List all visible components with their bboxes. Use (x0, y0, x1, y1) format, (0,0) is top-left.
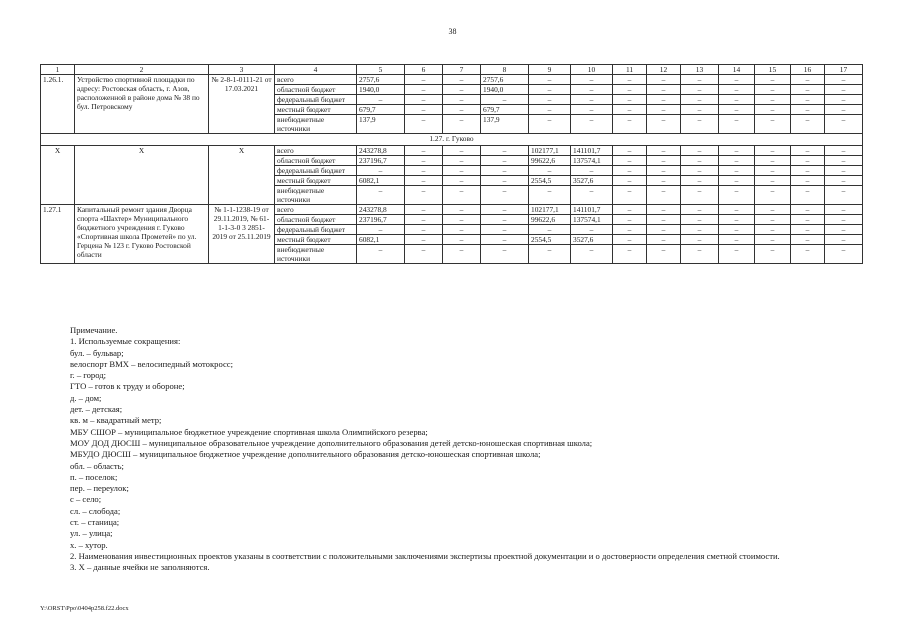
funding-source: областной бюджет (275, 85, 357, 95)
value-cell: – (357, 95, 405, 105)
value-cell: 2554,5 (529, 176, 571, 186)
row-number: 1.27.1 (41, 205, 75, 264)
note-line: МОУ ДОД ДЮСШ – муниципальное образовательное учреждение дополнительного образования детей детско-юношеская спортивная школа; (70, 437, 593, 448)
table-row (41, 205, 863, 215)
column-number: 10 (571, 65, 613, 75)
object-name: Устройство спортивной площадки по адресу: Ростовская область, г. Азов, расположенной в районе дома № 38 по бул. Петровскому (75, 75, 209, 134)
column-number: 4 (275, 65, 357, 75)
value-cell: – (481, 215, 529, 225)
column-number: 1 (41, 65, 75, 75)
value-cell: – (613, 115, 647, 134)
value-cell: – (613, 85, 647, 95)
value-cell: – (405, 95, 443, 105)
column-number: 9 (529, 65, 571, 75)
value-cell: – (443, 235, 481, 245)
value-cell: – (443, 105, 481, 115)
value-cell: – (755, 156, 791, 166)
value-cell: – (613, 225, 647, 235)
value-cell: – (613, 215, 647, 225)
value-cell: – (791, 95, 825, 105)
value-cell: – (647, 166, 681, 176)
note-line: кв. м – квадратный метр; (70, 415, 162, 426)
value-cell: – (443, 225, 481, 235)
value-cell: 141101,7 (571, 146, 613, 156)
row-number: Х (41, 146, 75, 205)
document-ref: № 1-1-1238-19 от 29.11.2019, № 61-1-1-3-0 3 2851-2019 от 25.11.2019 (209, 205, 275, 264)
funding-source: федеральный бюджет (275, 225, 357, 235)
value-cell: – (481, 205, 529, 215)
value-cell: – (529, 186, 571, 205)
note-line: дет. – детская; (70, 404, 123, 415)
value-cell: – (481, 176, 529, 186)
value-cell: – (405, 105, 443, 115)
note-line: обл. – область; (70, 460, 124, 471)
value-cell: – (825, 176, 863, 186)
value-cell: – (825, 105, 863, 115)
value-cell: 99622,6 (529, 156, 571, 166)
note-line: ул. – улица; (70, 528, 113, 539)
value-cell: – (443, 146, 481, 156)
value-cell: – (825, 75, 863, 85)
value-cell: – (405, 235, 443, 245)
value-cell: – (443, 115, 481, 134)
notes-section (42, 325, 870, 574)
note-line: Примечание. (70, 325, 118, 335)
value-cell: – (681, 95, 719, 105)
value-cell: – (481, 156, 529, 166)
value-cell: – (405, 225, 443, 235)
value-cell: – (755, 176, 791, 186)
value-cell: – (405, 245, 443, 264)
value-cell: – (405, 186, 443, 205)
value-cell: – (357, 186, 405, 205)
value-cell: – (681, 215, 719, 225)
value-cell: – (681, 105, 719, 115)
value-cell: – (791, 85, 825, 95)
value-cell: – (825, 205, 863, 215)
value-cell: – (405, 75, 443, 85)
value-cell: – (481, 245, 529, 264)
value-cell: – (647, 75, 681, 85)
value-cell: – (443, 245, 481, 264)
note-line: д. – дом; (70, 392, 102, 403)
column-number: 12 (647, 65, 681, 75)
value-cell: – (443, 176, 481, 186)
value-cell: – (443, 75, 481, 85)
value-cell: – (681, 85, 719, 95)
value-cell: – (405, 166, 443, 176)
value-cell: – (647, 95, 681, 105)
value-cell: – (791, 75, 825, 85)
value-cell: – (613, 105, 647, 115)
value-cell: 679,7 (481, 105, 529, 115)
value-cell: – (647, 156, 681, 166)
value-cell: – (647, 235, 681, 245)
section-row (41, 134, 863, 146)
object-name: Капитальный ремонт здания Дворца спорта «Шахтер» Муниципального бюджетного учреждения г. Гуково «Спортивная школа Прометей» по ул. Герцена № 123 г. Гуково Ростовской области (75, 205, 209, 264)
value-cell: – (571, 225, 613, 235)
value-cell: – (529, 166, 571, 176)
note-line: х. – хутор. (70, 539, 108, 550)
column-number: 16 (791, 65, 825, 75)
funding-source: местный бюджет (275, 235, 357, 245)
column-number: 6 (405, 65, 443, 75)
value-cell: – (443, 186, 481, 205)
value-cell: – (825, 166, 863, 176)
value-cell: – (681, 115, 719, 134)
value-cell: – (571, 186, 613, 205)
value-cell: – (791, 245, 825, 264)
value-cell: – (719, 146, 755, 156)
note-line: пер. – переулок; (70, 483, 129, 494)
value-cell: – (647, 225, 681, 235)
value-cell: – (825, 245, 863, 264)
value-cell: – (481, 95, 529, 105)
value-cell: – (681, 205, 719, 215)
value-cell: 679,7 (357, 105, 405, 115)
value-cell: – (791, 235, 825, 245)
value-cell: – (791, 146, 825, 156)
value-cell: – (825, 215, 863, 225)
value-cell: – (825, 115, 863, 134)
value-cell: – (647, 146, 681, 156)
funding-source: внебюджетные источники (275, 115, 357, 134)
value-cell: 3527,6 (571, 235, 613, 245)
value-cell: – (647, 215, 681, 225)
value-cell: – (647, 186, 681, 205)
value-cell: – (719, 215, 755, 225)
value-cell: – (571, 115, 613, 134)
value-cell: – (529, 245, 571, 264)
value-cell: 137574,1 (571, 156, 613, 166)
value-cell: – (755, 205, 791, 215)
value-cell: – (613, 156, 647, 166)
value-cell: – (647, 115, 681, 134)
funding-source: федеральный бюджет (275, 95, 357, 105)
value-cell: – (791, 215, 825, 225)
value-cell: – (647, 105, 681, 115)
funding-source: внебюджетные источники (275, 245, 357, 264)
table-row (41, 146, 863, 156)
table-row (41, 75, 863, 85)
value-cell: – (825, 235, 863, 245)
value-cell: – (755, 245, 791, 264)
value-cell: – (529, 95, 571, 105)
value-cell: 137,9 (481, 115, 529, 134)
value-cell: – (681, 245, 719, 264)
value-cell: – (681, 166, 719, 176)
column-number: 8 (481, 65, 529, 75)
value-cell: – (681, 146, 719, 156)
funding-source: местный бюджет (275, 176, 357, 186)
object-name: Х (75, 146, 209, 205)
value-cell: – (443, 95, 481, 105)
value-cell: – (755, 215, 791, 225)
value-cell: 6082,1 (357, 176, 405, 186)
value-cell: 243278,8 (357, 205, 405, 215)
value-cell: 237196,7 (357, 215, 405, 225)
value-cell: – (719, 95, 755, 105)
value-cell: 102177,1 (529, 205, 571, 215)
value-cell: – (825, 225, 863, 235)
value-cell: – (755, 75, 791, 85)
value-cell: – (719, 75, 755, 85)
value-cell: – (681, 75, 719, 85)
value-cell: – (719, 205, 755, 215)
column-number: 7 (443, 65, 481, 75)
document-ref: № 2-8-1-0111-21 от 17.03.2021 (209, 75, 275, 134)
value-cell: – (791, 166, 825, 176)
value-cell: – (755, 105, 791, 115)
value-cell: – (613, 95, 647, 105)
value-cell: – (405, 156, 443, 166)
value-cell: – (681, 186, 719, 205)
value-cell: – (755, 115, 791, 134)
value-cell: 2757,6 (357, 75, 405, 85)
value-cell: – (791, 225, 825, 235)
value-cell: – (357, 245, 405, 264)
value-cell: – (755, 235, 791, 245)
value-cell: – (405, 176, 443, 186)
note-line: ГТО – готов к труду и обороне; (70, 381, 185, 392)
value-cell: – (405, 115, 443, 134)
document-ref: Х (209, 146, 275, 205)
note-line: велоспорт ВМХ – велосипедный мотокросс; (70, 358, 233, 369)
value-cell: 237196,7 (357, 156, 405, 166)
value-cell: – (529, 105, 571, 115)
value-cell: – (405, 215, 443, 225)
value-cell: – (755, 186, 791, 205)
investment-table (40, 64, 863, 264)
funding-source: федеральный бюджет (275, 166, 357, 176)
page-number: 38 (448, 27, 457, 36)
value-cell: – (647, 85, 681, 95)
value-cell: – (719, 166, 755, 176)
value-cell: – (647, 176, 681, 186)
value-cell: – (613, 235, 647, 245)
value-cell: – (405, 205, 443, 215)
value-cell: – (571, 105, 613, 115)
value-cell: – (481, 225, 529, 235)
note-line: МБУДО ДЮСШ – муниципальное бюджетное учреждение дополнительного образования детско-юношеская спортивная школа; (70, 449, 541, 460)
value-cell: – (825, 95, 863, 105)
value-cell: – (571, 95, 613, 105)
value-cell: – (443, 215, 481, 225)
value-cell: – (613, 176, 647, 186)
column-number: 5 (357, 65, 405, 75)
value-cell: – (357, 166, 405, 176)
column-number: 11 (613, 65, 647, 75)
value-cell: 141101,7 (571, 205, 613, 215)
value-cell: – (719, 176, 755, 186)
value-cell: 6082,1 (357, 235, 405, 245)
value-cell: 3527,6 (571, 176, 613, 186)
value-cell: 99622,6 (529, 215, 571, 225)
value-cell: – (791, 205, 825, 215)
value-cell: – (825, 156, 863, 166)
value-cell: – (719, 235, 755, 245)
note-line: бул. – бульвар; (70, 347, 124, 358)
value-cell: – (681, 235, 719, 245)
value-cell: – (571, 75, 613, 85)
value-cell: – (719, 85, 755, 95)
column-number: 14 (719, 65, 755, 75)
value-cell: 2757,6 (481, 75, 529, 85)
value-cell: – (681, 225, 719, 235)
value-cell: – (825, 146, 863, 156)
value-cell: – (405, 85, 443, 95)
value-cell: – (613, 146, 647, 156)
column-number: 2 (75, 65, 209, 75)
value-cell: – (681, 156, 719, 166)
value-cell: – (647, 205, 681, 215)
value-cell: 243278,8 (357, 146, 405, 156)
note-line: 2. Наименования инвестиционных проектов указаны в соответствии с положительными заключениями экспертизы проектной документации и о достоверности определения сметной стоимости. (70, 550, 780, 561)
column-number: 3 (209, 65, 275, 75)
value-cell: – (825, 85, 863, 95)
note-line: ст. – станица; (70, 517, 120, 528)
value-cell: – (681, 176, 719, 186)
column-number: 15 (755, 65, 791, 75)
column-numbers-row (41, 65, 863, 75)
note-line: МБУ СШОР – муниципальное бюджетное учреждение спортивная школа Олимпийского резерва; (70, 426, 428, 437)
value-cell: – (529, 115, 571, 134)
value-cell: – (357, 225, 405, 235)
note-line: п. – поселок; (70, 471, 118, 482)
value-cell: 102177,1 (529, 146, 571, 156)
value-cell: – (647, 245, 681, 264)
value-cell: – (613, 245, 647, 264)
value-cell: – (719, 225, 755, 235)
value-cell: – (529, 225, 571, 235)
value-cell: – (481, 146, 529, 156)
funding-source: внебюджетные источники (275, 186, 357, 205)
row-number: 1.26.1. (41, 75, 75, 134)
value-cell: 137,9 (357, 115, 405, 134)
value-cell: – (755, 146, 791, 156)
value-cell: – (613, 166, 647, 176)
value-cell: – (405, 146, 443, 156)
value-cell: – (719, 105, 755, 115)
value-cell: – (755, 85, 791, 95)
value-cell: – (791, 186, 825, 205)
value-cell: – (571, 166, 613, 176)
value-cell: – (529, 85, 571, 95)
value-cell: – (443, 166, 481, 176)
value-cell: – (443, 85, 481, 95)
file-path: Y:\ORST\Ppo\0404p258.f22.docx (40, 605, 129, 612)
value-cell: – (571, 245, 613, 264)
value-cell: – (791, 156, 825, 166)
value-cell: – (529, 75, 571, 85)
value-cell: – (481, 166, 529, 176)
funding-source: областной бюджет (275, 215, 357, 225)
value-cell: 1940,0 (481, 85, 529, 95)
value-cell: – (719, 186, 755, 205)
value-cell: – (443, 205, 481, 215)
value-cell: – (719, 115, 755, 134)
column-number: 17 (825, 65, 863, 75)
value-cell: – (571, 85, 613, 95)
value-cell: – (719, 156, 755, 166)
value-cell: – (481, 235, 529, 245)
value-cell: – (755, 225, 791, 235)
value-cell: – (613, 205, 647, 215)
value-cell: – (825, 186, 863, 205)
note-line: 3. Х – данные ячейки не заполняются. (70, 562, 210, 573)
note-line: сл. – слобода; (70, 505, 121, 516)
funding-source: всего (275, 75, 357, 85)
value-cell: – (791, 105, 825, 115)
value-cell: – (791, 176, 825, 186)
funding-source: местный бюджет (275, 105, 357, 115)
value-cell: – (613, 186, 647, 205)
column-number: 13 (681, 65, 719, 75)
funding-source: всего (275, 205, 357, 215)
section-title: 1.27. г. Гуково (41, 134, 863, 146)
value-cell: 1940,0 (357, 85, 405, 95)
value-cell: – (719, 245, 755, 264)
value-cell: – (443, 156, 481, 166)
note-line: 1. Используемые сокращения: (70, 336, 181, 347)
note-line: с – село; (70, 494, 102, 505)
value-cell: 2554,5 (529, 235, 571, 245)
funding-source: областной бюджет (275, 156, 357, 166)
note-line: г. – город; (70, 370, 107, 381)
value-cell: – (755, 95, 791, 105)
value-cell: 137574,1 (571, 215, 613, 225)
value-cell: – (481, 186, 529, 205)
value-cell: – (791, 115, 825, 134)
value-cell: – (613, 75, 647, 85)
value-cell: – (755, 166, 791, 176)
funding-source: всего (275, 146, 357, 156)
